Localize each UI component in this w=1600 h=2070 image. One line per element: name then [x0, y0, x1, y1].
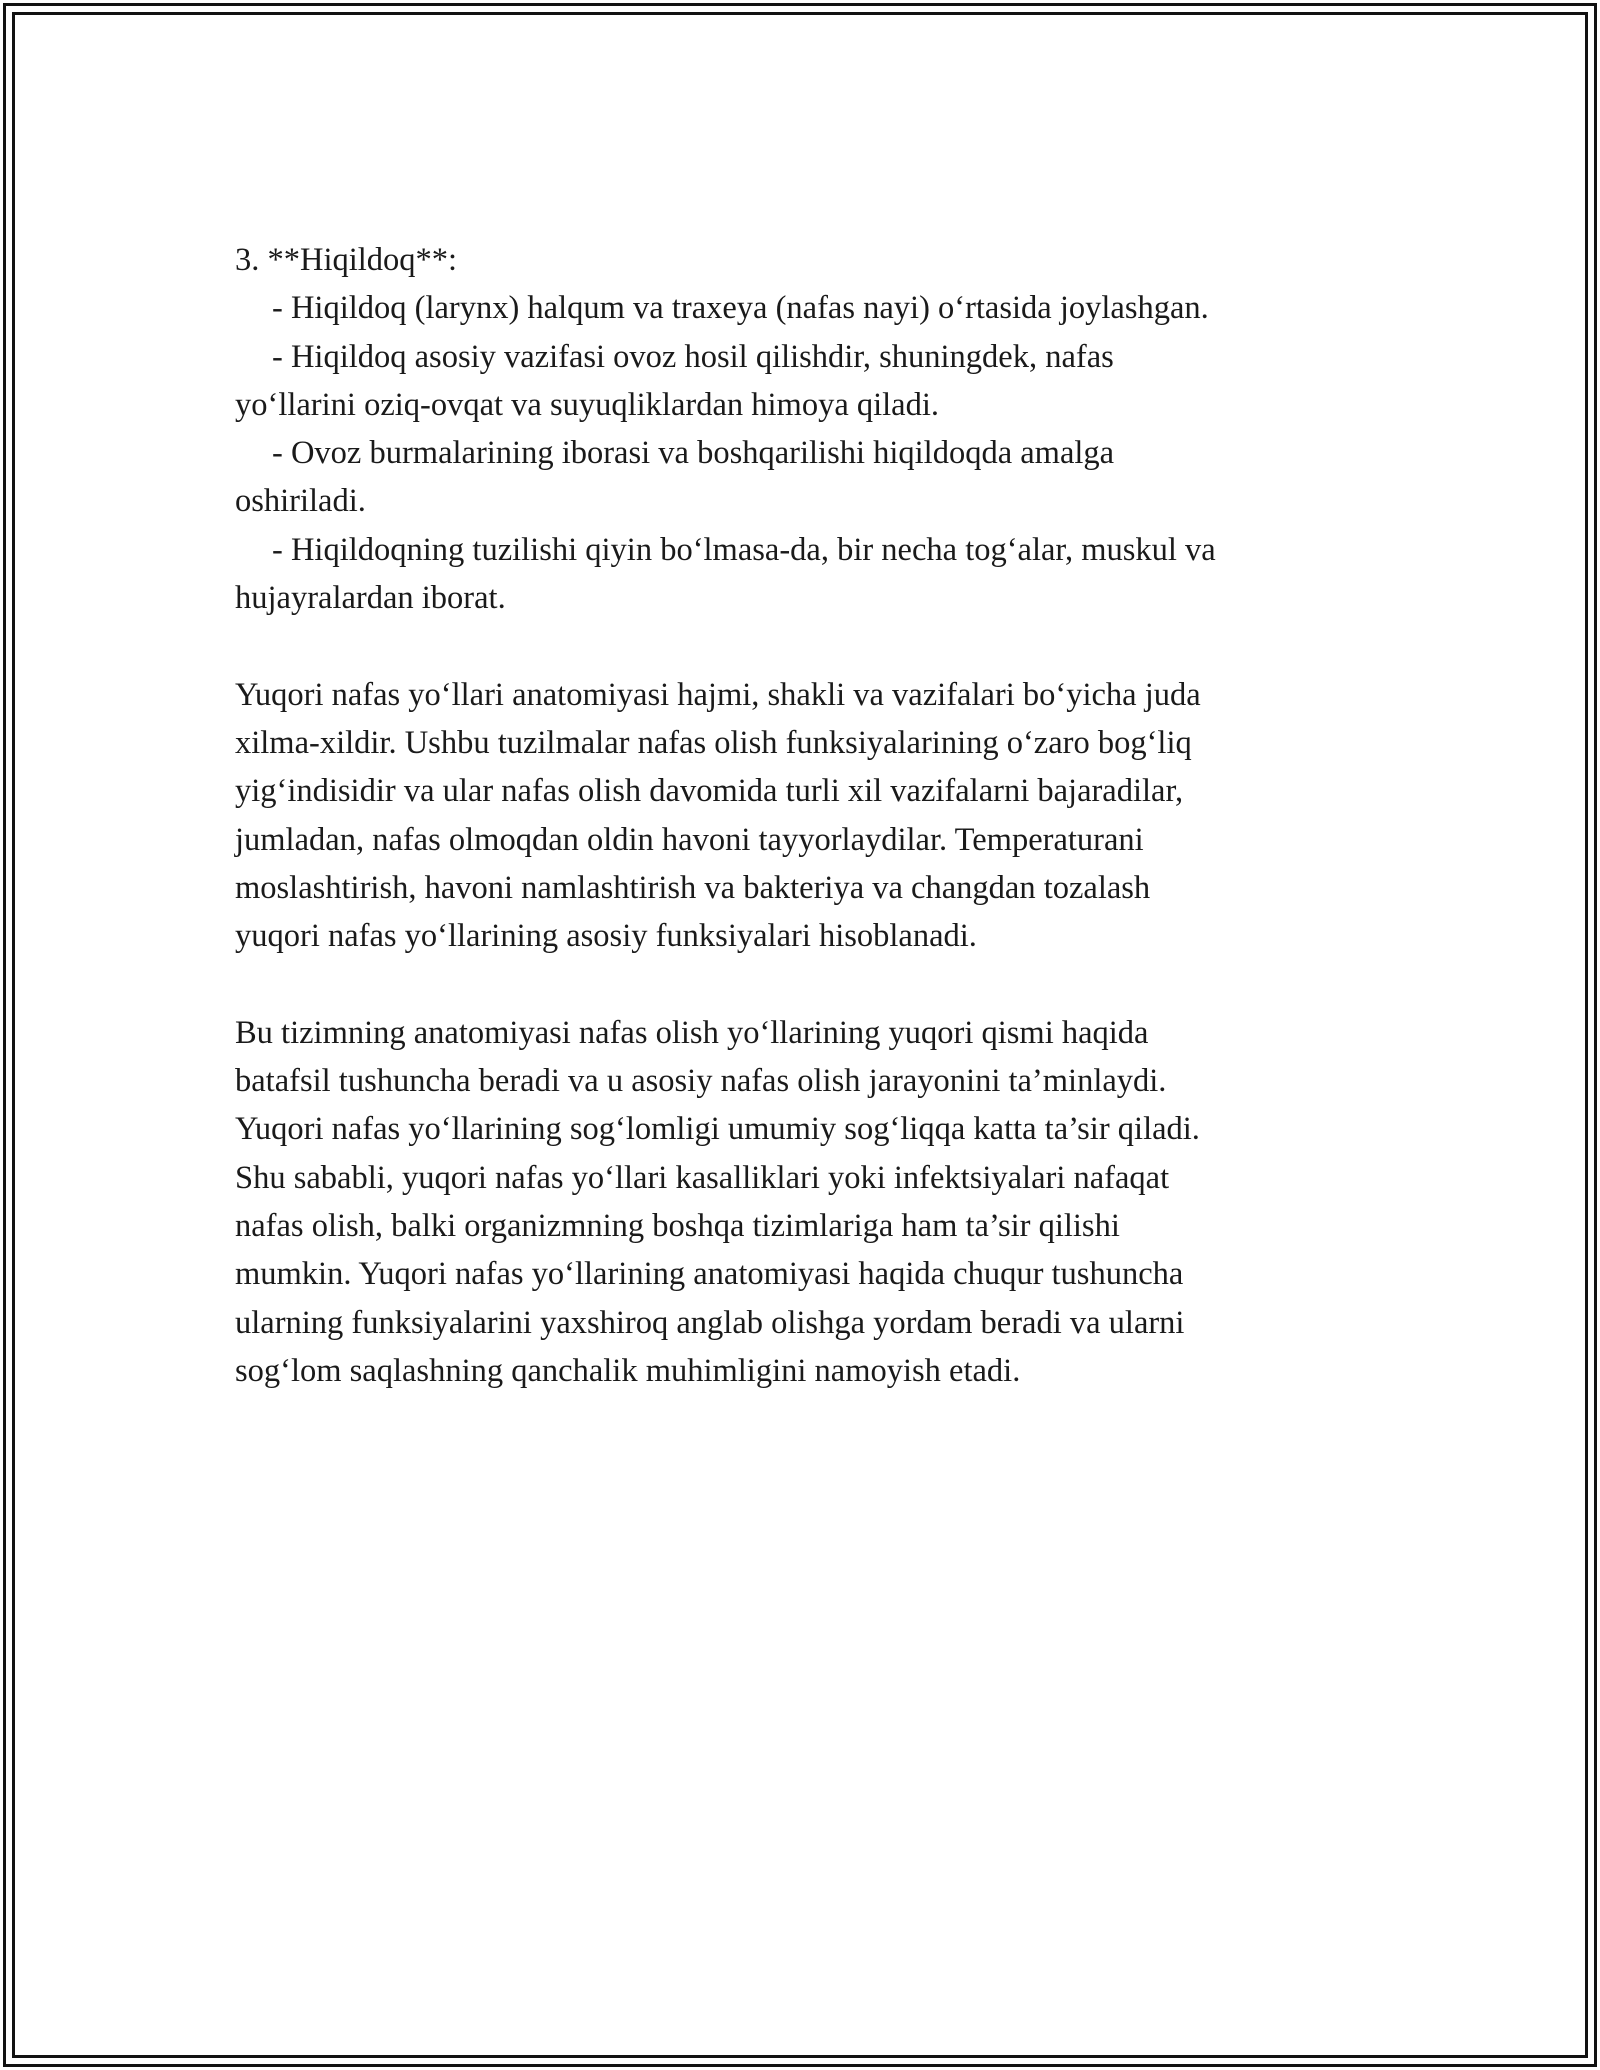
bullet-item — [235, 284, 1375, 332]
paragraph-system-importance — [235, 1009, 1375, 1395]
paragraph-anatomy-overview — [235, 671, 1375, 961]
paragraph-line: batafsil tushuncha beradi va u asosiy nafas olish jarayonini ta’minlaydi. — [235, 1063, 1167, 1100]
paragraph-line: moslashtirish, havoni namlashtirish va bakteriya va changdan tozalash — [235, 869, 1151, 906]
bullet-line: yo‘llarini oziq-ovqat va suyuqliklardan himoya qiladi. — [235, 386, 940, 423]
bullet-item — [235, 429, 1375, 526]
bullet-line: oshiriladi. — [235, 483, 366, 520]
paragraph-line: yig‘indisidir va ular nafas olish davomida turli xil vazifalarni bajaradilar, — [235, 773, 1184, 810]
paragraph-line: sog‘lom saqlashning qanchalik muhimligini namoyish etadi. — [235, 1352, 1021, 1389]
paragraph-line: xilma-xildir. Ushbu tuzilmalar nafas olish funksiyalarining o‘zaro bog‘liq — [235, 724, 1192, 761]
paragraph-spacer — [235, 960, 1375, 1008]
paragraph-line: mumkin. Yuqori nafas yo‘llarining anatomiyasi haqida chuqur tushuncha — [235, 1256, 1184, 1293]
bullet-line: hujayralardan iborat. — [235, 580, 506, 617]
paragraph-line: Yuqori nafas yo‘llarining sog‘lomligi umumiy sog‘liqqa katta ta’sir qiladi. — [235, 1111, 1200, 1148]
paragraph-line: yuqori nafas yo‘llarining asosiy funksiyalari hisoblanadi. — [235, 918, 977, 955]
bullet-line: - Ovoz burmalarining iborasi va boshqarilishi hiqildoqda amalga — [272, 435, 1115, 472]
bullet-line: - Hiqildoq (larynx) halqum va traxeya (nafas nayi) o‘rtasida joylashgan. — [272, 290, 1209, 327]
bullet-line: - Hiqildoqning tuzilishi qiyin bo‘lmasa-da, bir necha tog‘alar, muskul va — [272, 531, 1216, 568]
section-heading: 3. **Hiqildoq**: — [235, 242, 458, 278]
section-hiqildoq — [235, 236, 1375, 622]
bullet-line: - Hiqildoq asosiy vazifasi ovoz hosil qilishdir, shuningdek, nafas — [272, 338, 1114, 375]
paragraph-spacer — [235, 622, 1375, 670]
paragraph-line: Bu tizimning anatomiyasi nafas olish yo‘llarining yuqori qismi haqida — [235, 1014, 1149, 1051]
paragraph-line: Yuqori nafas yo‘llari anatomiyasi hajmi, shakli va vazifalari bo‘yicha juda — [235, 676, 1201, 713]
paragraph-line: Shu sababli, yuqori nafas yo‘llari kasalliklari yoki infektsiyalari nafaqat — [235, 1159, 1170, 1196]
paragraph-line: jumladan, nafas olmoqdan oldin havoni tayyorlaydilar. Temperaturani — [235, 821, 1144, 858]
bullet-item — [235, 333, 1375, 430]
bullet-item — [235, 526, 1375, 623]
document-body — [235, 236, 1375, 1395]
paragraph-line: ularning funksiyalarini yaxshiroq anglab olishga yordam beradi va ularni — [235, 1304, 1185, 1341]
paragraph-line: nafas olish, balki organizmning boshqa tizimlariga ham ta’sir qilishi — [235, 1207, 1120, 1244]
